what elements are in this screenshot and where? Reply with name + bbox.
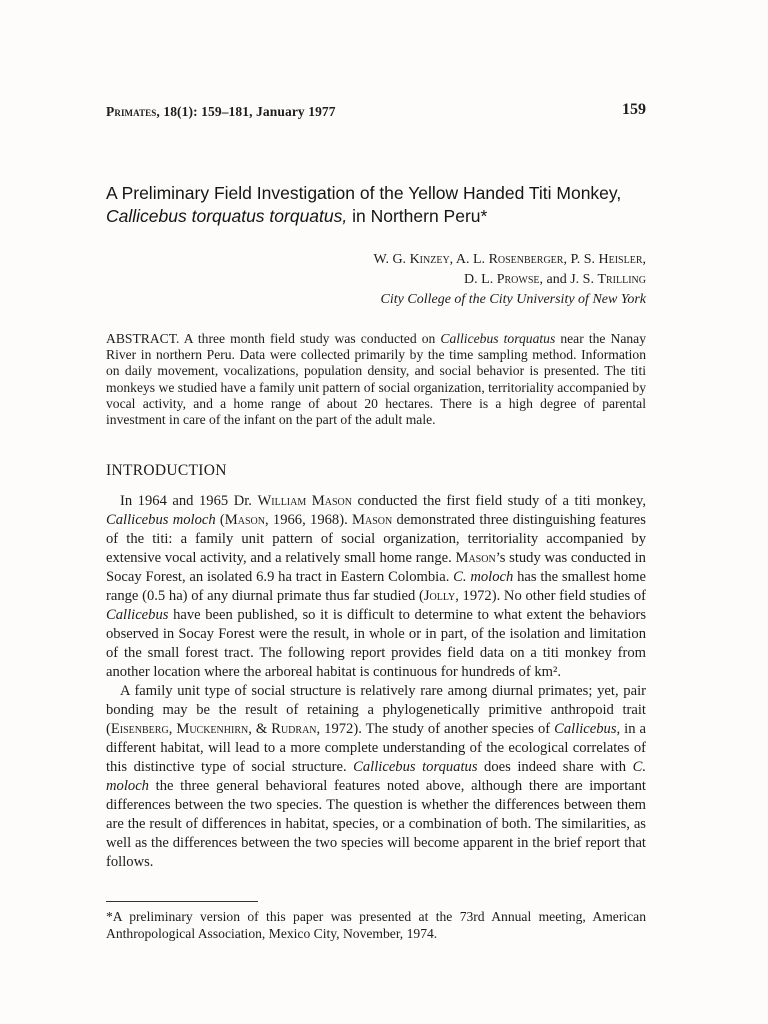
paragraph-1 xyxy=(106,492,646,682)
species-name: Callicebus torquatus xyxy=(353,759,478,775)
section-heading-introduction: INTRODUCTION xyxy=(106,462,227,479)
text-run: ’s study was conducted in Socay Forest, an isolated 6.9 ha tract in Eastern Colombia. xyxy=(106,550,646,585)
abstract-text: ABSTRACT. A three month field study was conducted on xyxy=(106,331,441,346)
author-block xyxy=(226,250,646,310)
text-run: , 1972). The study of another species of xyxy=(316,721,555,737)
author-line-2 xyxy=(226,270,646,290)
author-initials: D. L. xyxy=(464,272,497,287)
cited-author: Eisenberg xyxy=(110,721,169,737)
text-run: In 1964 and 1965 Dr. xyxy=(120,493,258,509)
author-initials: , A. L. xyxy=(449,252,489,267)
author-name: Kinzey xyxy=(409,252,450,267)
title-species: Callicebus torquatus torquatus, xyxy=(106,206,348,226)
author-initials: , and J. S. xyxy=(539,272,598,287)
author-line-1 xyxy=(226,250,646,270)
text-run: , xyxy=(168,721,177,737)
cited-author: Rudran xyxy=(271,721,317,737)
abstract-species: Callicebus torquatus xyxy=(440,331,556,346)
footnote: *A preliminary version of this paper was presented at the 73rd Annual meeting, American Anthropological Association, Mexico City, November, 1974. xyxy=(106,909,646,941)
text-run: ( xyxy=(215,512,225,528)
text-run: conducted the first field study of a titi monkey, xyxy=(351,493,646,509)
cited-author: Mason xyxy=(224,512,265,528)
cited-author: Mason xyxy=(455,550,496,566)
text-run: demonstrated three distinguishing features of the titi: a family unit pattern of social organization, territoriality accompanied by extensive vocal activity, and a relatively small home range. xyxy=(106,512,646,566)
page-number: 159 xyxy=(622,101,646,118)
cited-author: Jolly xyxy=(423,588,456,604)
text-run: , 1972). No other field studies of xyxy=(455,588,646,604)
paragraph-2 xyxy=(106,682,646,872)
species-name: Callicebus, xyxy=(554,721,621,737)
journal-name: Primates xyxy=(106,104,157,119)
author-initials: W. G. xyxy=(373,252,410,267)
abstract-text: near the Nanay River in northern Peru. Data were collected primarily by the time sampling method. Information on daily movement, vocalizations, population density, and social behavior is presented. The titi monkeys we studied have a family unit pattern of social organization, territoriality accompanied by vocal activity, and a home range of about 20 hectares. There is a high degree of parental investment in care of the infant on the part of the adult male. xyxy=(106,331,646,428)
author-name: Prowse xyxy=(496,272,540,287)
journal-citation: , 18(1): 159–181, January 1977 xyxy=(156,104,336,119)
text-run: , & xyxy=(248,721,272,737)
text-run: has the smallest home range (0.5 ha) of any diurnal primate thus far studied ( xyxy=(106,569,646,604)
body-text xyxy=(106,492,646,872)
paper-title xyxy=(106,182,646,228)
title-part-2: in Northern Peru* xyxy=(347,206,488,226)
cited-author: Muckenhirn xyxy=(176,721,249,737)
species-name: C. moloch xyxy=(453,569,514,585)
author-name: Heisler xyxy=(598,252,643,267)
text-run: , 1966, 1968). xyxy=(265,512,352,528)
author-initials: , P. S. xyxy=(563,252,599,267)
running-head xyxy=(106,104,646,120)
text-run: have been published, so it is difficult to determine to what extent the behaviors observed in Socay Forest were the result, in whole or in part, of the isolation and limitation of the small forest tract. The following report provides field data on a titi monkey from another location where the arboreal habitat is continuous for hundreds of km². xyxy=(106,607,646,680)
text-run: the three general behavioral features noted above, although there are important differences between the two species. The question is whether the differences between them are the result of differences in habitat, species, or a combination of both. The similarities, as well as the differences between the two species will become apparent in the brief report that follows. xyxy=(106,778,646,870)
species-name: C. moloch xyxy=(106,759,646,794)
text-run: in a different habitat, will lead to a more complete understanding of the ecological correlates of this distinctive type of social structure. xyxy=(106,721,647,775)
abstract xyxy=(106,331,646,428)
author-name: Rosenberger xyxy=(488,252,564,267)
text-run: A family unit type of social structure is relatively rare among diurnal primates; yet, pair bonding may be the result of retaining a phylogenetically primitive anthropoid trait ( xyxy=(106,683,646,737)
text-run: does indeed share with xyxy=(477,759,633,775)
author-separator: , xyxy=(642,252,646,267)
title-part-1: A Preliminary Field Investigation of the Yellow Handed Titi Monkey, xyxy=(106,183,622,203)
author-name: Trilling xyxy=(597,272,646,287)
cited-author: Mason xyxy=(352,512,393,528)
species-name: Callicebus moloch xyxy=(106,512,216,528)
species-name: Callicebus xyxy=(106,607,169,623)
cited-author: William Mason xyxy=(257,493,352,509)
affiliation: City College of the City University of New York xyxy=(380,292,646,307)
footnote-divider xyxy=(106,901,258,902)
